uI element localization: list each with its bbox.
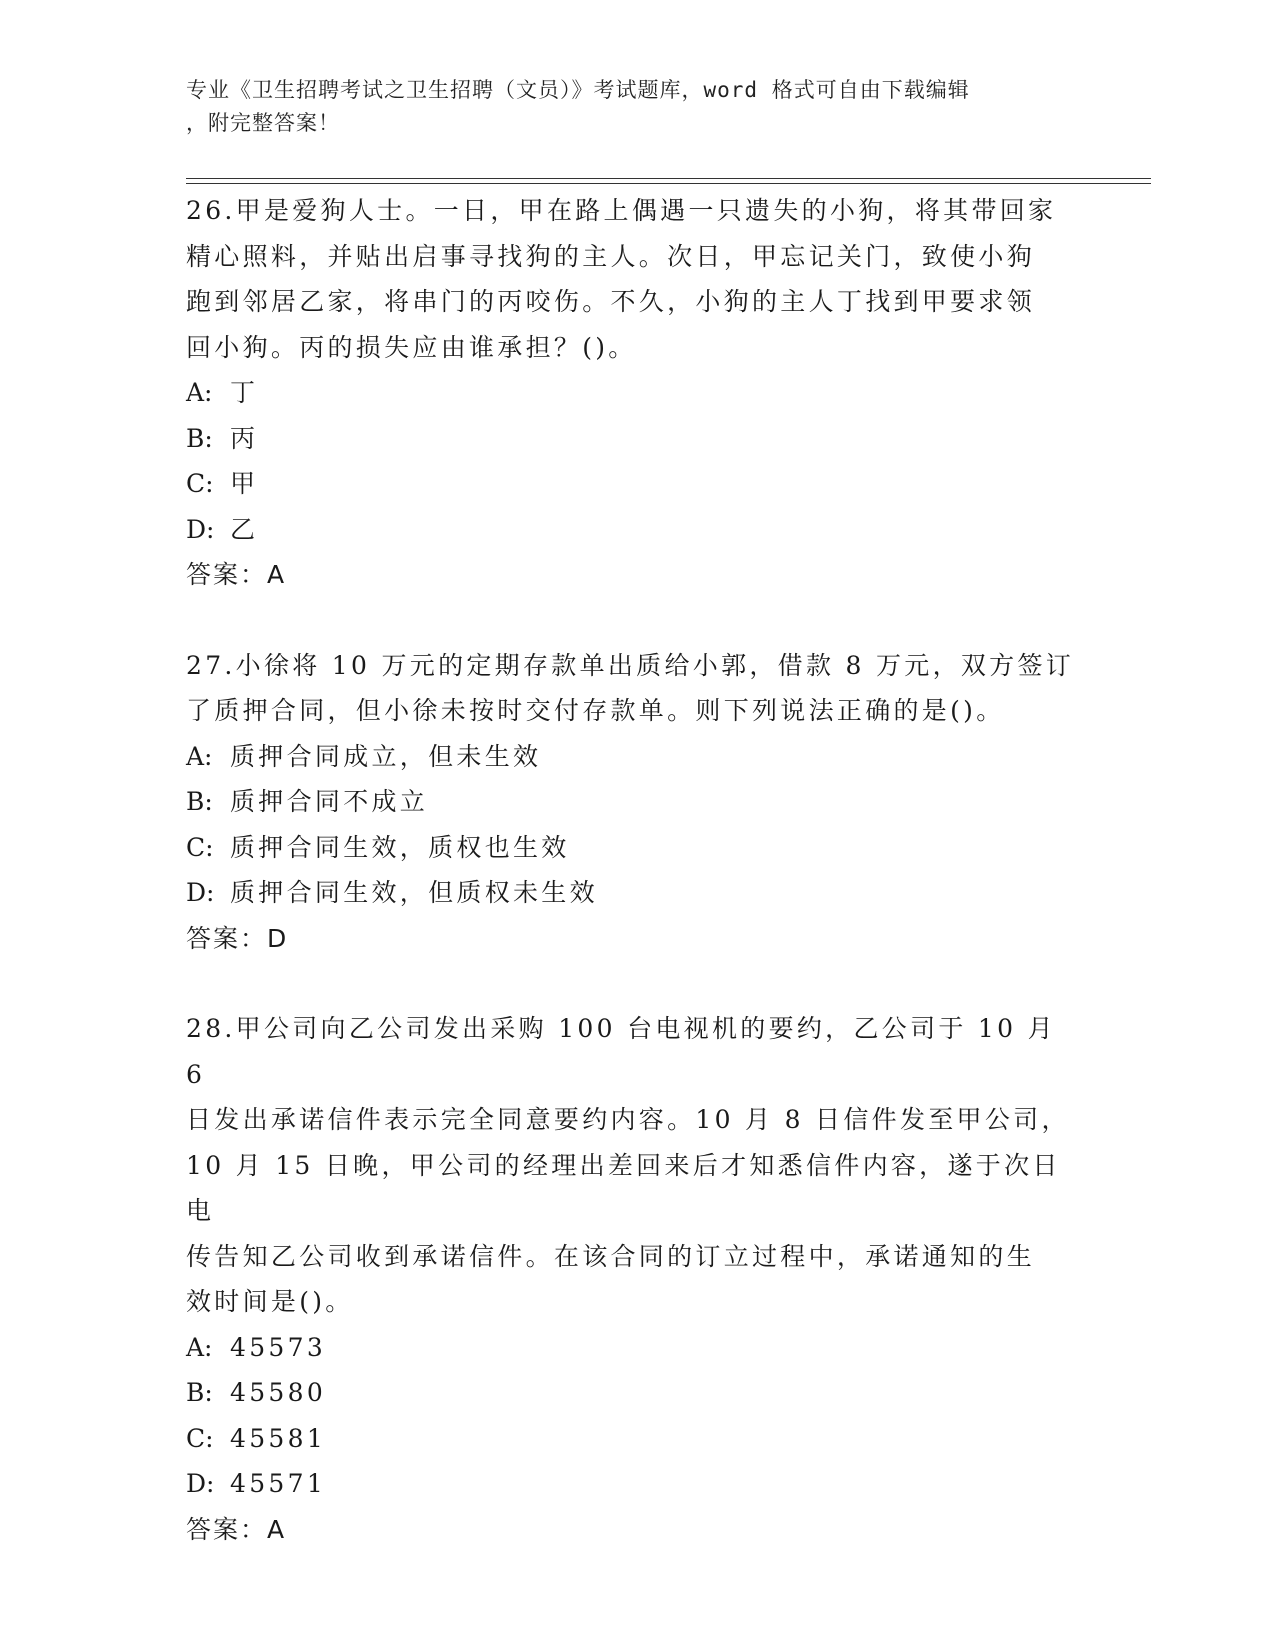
question-text-line: 跑到邻居乙家，将串门的丙咬伤。不久，小狗的主人丁找到甲要求领 — [186, 287, 1036, 316]
question-text-line: 效时间是()。 — [186, 1287, 354, 1316]
option-c — [186, 1416, 1086, 1462]
question-text-line: 27.小徐将 10 万元的定期存款单出质给小郭，借款 8 万元，双方签订 — [186, 650, 1075, 680]
question-spacer — [186, 961, 1086, 1006]
option-letter: C: — [186, 469, 214, 498]
option-c — [186, 825, 1086, 871]
option-letter: B: — [186, 787, 213, 816]
option-a — [186, 1325, 1086, 1371]
option-letter: D: — [186, 514, 215, 544]
header-line-1: 专业《卫生招聘考试之卫生招聘（文员）》考试题库，word 格式可自由下载编辑 — [186, 78, 970, 102]
question-text-line: 精心照料，并贴出启事寻找狗的主人。次日，甲忘记关门，致使小狗 — [186, 241, 1036, 271]
header-line-2: ，附完整答案！ — [186, 111, 340, 135]
question-spacer — [186, 598, 1086, 643]
option-text: 丙 — [230, 423, 259, 453]
option-d — [186, 507, 1086, 553]
option-b — [186, 1370, 1086, 1416]
option-text: 丁 — [230, 378, 259, 407]
option-letter: B: — [186, 1378, 213, 1407]
document-header — [186, 74, 1066, 140]
option-d — [186, 1461, 1086, 1507]
option-letter: B: — [186, 423, 213, 453]
option-letter: D: — [186, 878, 215, 907]
option-text: 45581 — [230, 1423, 327, 1453]
question-text-line: 传告知乙公司收到承诺信件。在该合同的订立过程中，承诺通知的生 — [186, 1241, 1036, 1271]
question-list — [186, 188, 1086, 1552]
option-text: 乙 — [230, 514, 259, 544]
question-27 — [186, 643, 1086, 962]
option-letter: C: — [186, 832, 214, 862]
option-b — [186, 779, 1086, 825]
question-text-line: 28.甲公司向乙公司发出采购 100 台电视机的要约，乙公司于 10 月 6 — [186, 1014, 1056, 1089]
option-d — [186, 870, 1086, 916]
option-text: 质押合同生效，但质权未生效 — [230, 878, 598, 907]
answer-line: 答案：A — [186, 1514, 287, 1544]
header-rule-bottom — [186, 183, 1151, 184]
option-letter: D: — [186, 1469, 215, 1498]
option-text: 质押合同不成立 — [230, 787, 429, 816]
option-text: 甲 — [230, 469, 259, 498]
option-letter: A: — [186, 378, 213, 407]
option-text: 45573 — [230, 1332, 327, 1362]
question-text-line: 回小狗。丙的损失应由谁承担？()。 — [186, 332, 637, 362]
option-a — [186, 734, 1086, 780]
option-a — [186, 370, 1086, 416]
question-text-line: 10 月 15 日晚，甲公司的经理出差回来后才知悉信件内容，遂于次日电 — [186, 1150, 1061, 1225]
header-rule-top — [186, 178, 1151, 179]
answer-line: 答案：A — [186, 560, 287, 589]
option-text: 45571 — [230, 1469, 327, 1498]
question-text-line: 了质押合同，但小徐未按时交付存款单。则下列说法正确的是()。 — [186, 696, 1005, 725]
question-text-line: 26.甲是爱狗人士。一日，甲在路上偶遇一只遗失的小狗，将其带回家 — [186, 196, 1057, 225]
option-letter: C: — [186, 1423, 214, 1453]
question-28 — [186, 1006, 1086, 1552]
option-letter: A: — [186, 741, 213, 771]
option-letter: A: — [186, 1332, 213, 1362]
option-text: 45580 — [230, 1378, 327, 1407]
question-26 — [186, 188, 1086, 598]
option-text: 质押合同生效，质权也生效 — [230, 832, 570, 862]
option-c — [186, 461, 1086, 507]
option-b — [186, 416, 1086, 462]
option-text: 质押合同成立，但未生效 — [230, 741, 542, 771]
answer-line: 答案：D — [186, 923, 289, 953]
question-text-line: 日发出承诺信件表示完全同意要约内容。10 月 8 日信件发至甲公司， — [186, 1105, 1070, 1134]
